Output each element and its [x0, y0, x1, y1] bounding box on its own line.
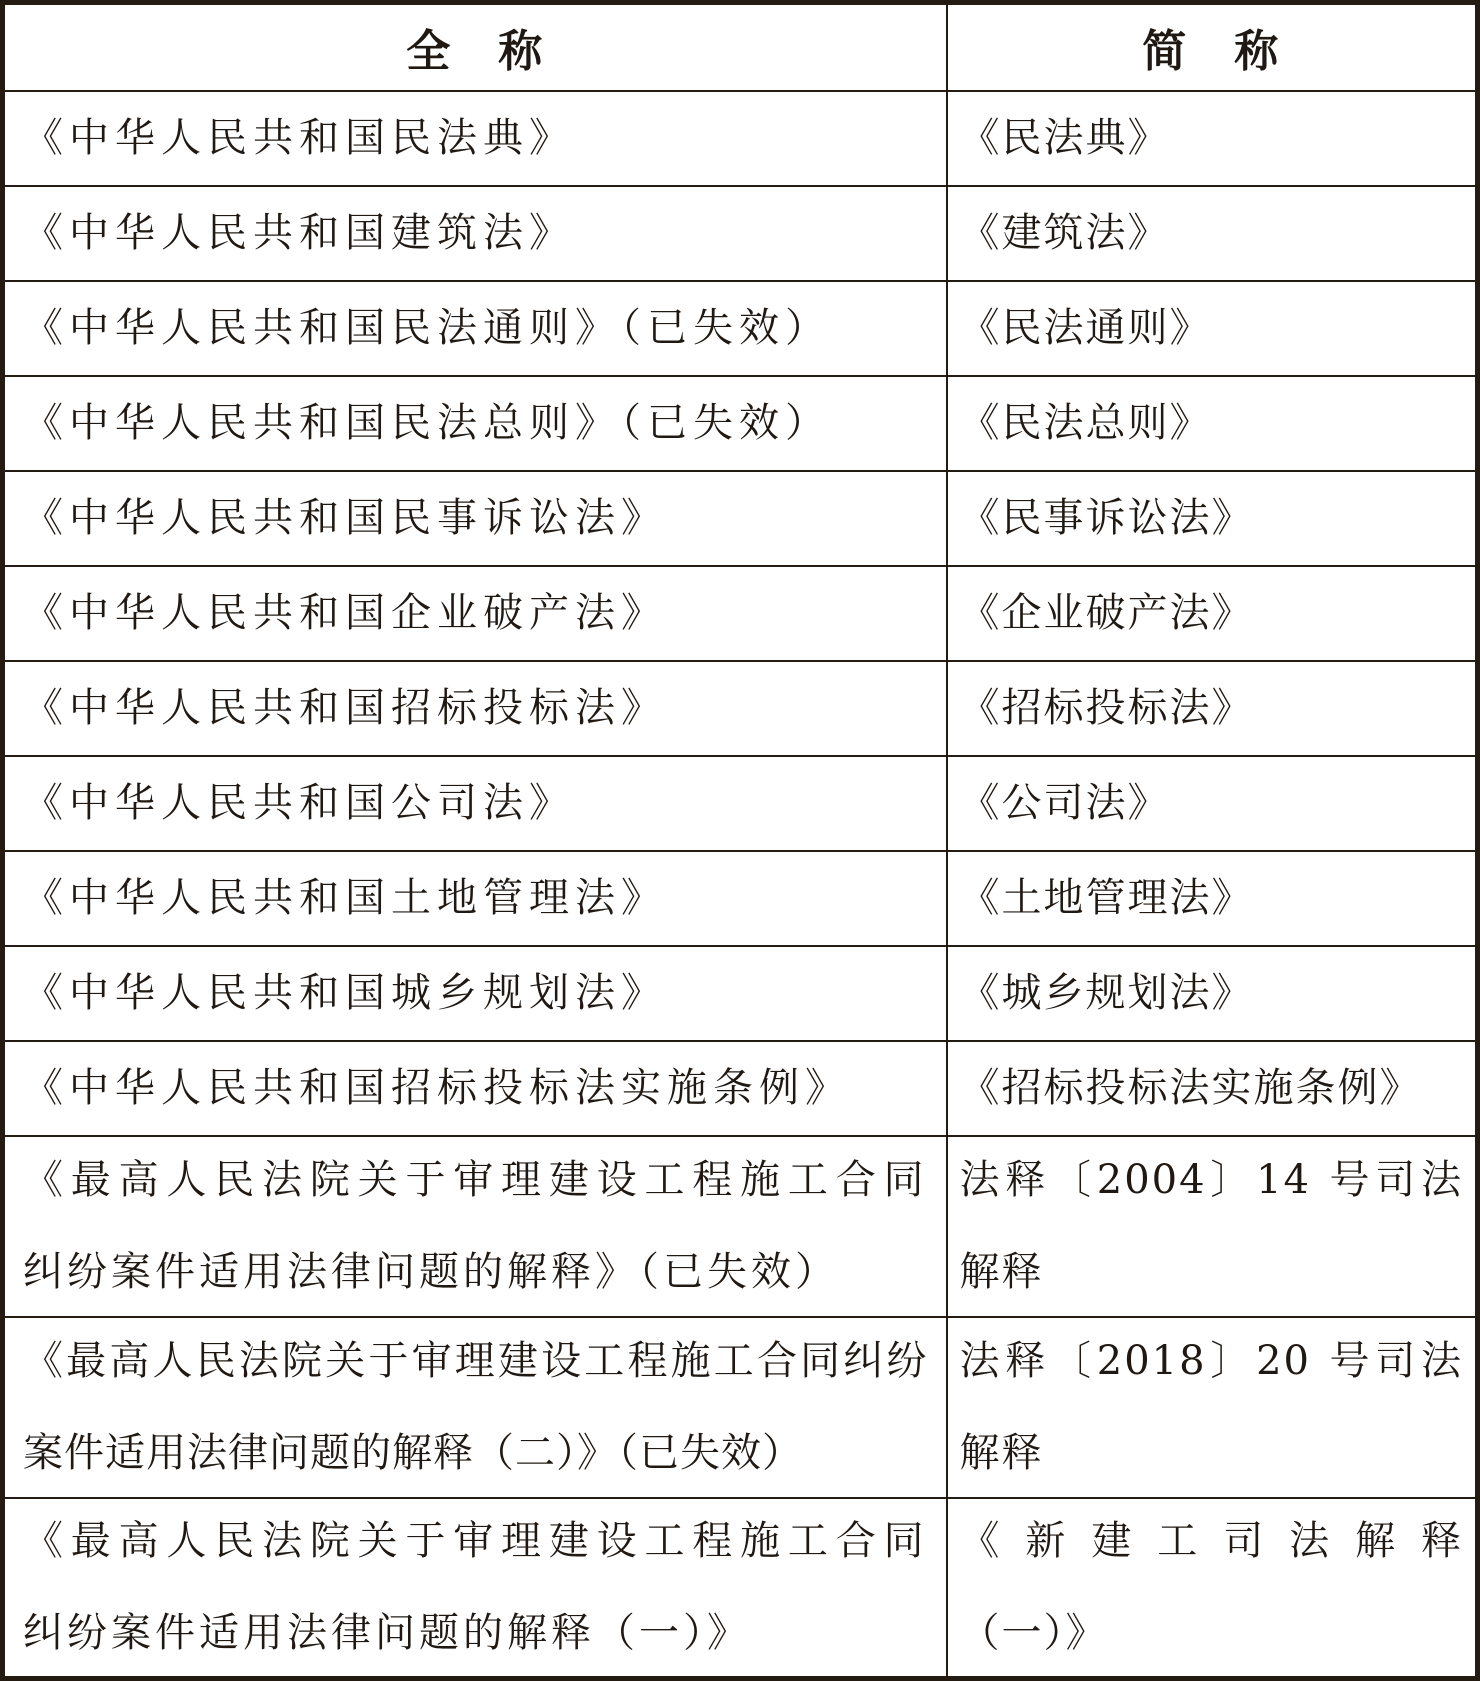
short-name-cell — [947, 566, 1478, 661]
cell-line: 《建筑法》 — [959, 210, 1170, 256]
short-name-cell — [947, 1498, 1478, 1679]
cell-line: 法释〔2004〕14 号司法 — [959, 1157, 1463, 1203]
short-name-cell — [947, 851, 1478, 946]
table-row — [3, 91, 1478, 186]
cell-line: 《中华人民共和国民法典》 — [23, 115, 575, 161]
full-name-cell — [3, 376, 947, 471]
cell-line: 《中华人民共和国城乡规划法》 — [23, 970, 667, 1016]
table-row — [3, 376, 1478, 471]
cell-line: 《中华人民共和国民法总则》（已失效） — [23, 400, 831, 446]
short-name-cell — [947, 661, 1478, 756]
cell-line: 《民法通则》 — [959, 305, 1212, 351]
cell-line: 解释 — [959, 1430, 1044, 1476]
full-name-cell — [3, 1041, 947, 1136]
cell-line: 法释〔2018〕20 号司法 — [959, 1338, 1463, 1384]
cell-line: 《最高人民法院关于审理建设工程施工合同 — [23, 1157, 928, 1203]
short-name-cell — [947, 376, 1478, 471]
table-row — [3, 1041, 1478, 1136]
header-full-name: 全 称 — [3, 3, 947, 91]
cell-line: 《民法典》 — [959, 115, 1170, 161]
cell-line: 《招标投标法》 — [959, 685, 1254, 731]
table-row — [3, 186, 1478, 281]
full-name-cell — [3, 186, 947, 281]
table-row — [3, 1498, 1478, 1679]
full-name-cell — [3, 566, 947, 661]
short-name-cell — [947, 1136, 1478, 1317]
cell-line: 案件适用法律问题的解释（二）》（已失效） — [23, 1430, 803, 1476]
header-short-name: 简 称 — [947, 3, 1478, 91]
cell-line: 《公司法》 — [959, 780, 1170, 826]
table-row — [3, 471, 1478, 566]
cell-line: 解释 — [959, 1249, 1044, 1295]
cell-line: 《城乡规划法》 — [959, 970, 1254, 1016]
full-name-cell — [3, 946, 947, 1041]
cell-line: 《中华人民共和国招标投标法》 — [23, 685, 667, 731]
table-row — [3, 281, 1478, 376]
table-row — [3, 566, 1478, 661]
short-name-cell — [947, 756, 1478, 851]
cell-line: 《最高人民法院关于审理建设工程施工合同纠纷 — [23, 1338, 928, 1384]
cell-line: 纠纷案件适用法律问题的解释（一）》 — [23, 1610, 751, 1657]
table-row — [3, 851, 1478, 946]
cell-line: 《土地管理法》 — [959, 875, 1254, 921]
table-row — [3, 1136, 1478, 1317]
full-name-cell — [3, 851, 947, 946]
table-row — [3, 1317, 1478, 1498]
table-row — [3, 661, 1478, 756]
table-row — [3, 756, 1478, 851]
cell-line: 《中华人民共和国土地管理法》 — [23, 875, 667, 921]
cell-line: 《中华人民共和国公司法》 — [23, 780, 575, 826]
cell-line: 《最高人民法院关于审理建设工程施工合同 — [23, 1518, 928, 1565]
cell-line: 《民法总则》 — [959, 400, 1212, 446]
table-row — [3, 946, 1478, 1041]
short-name-cell — [947, 946, 1478, 1041]
full-name-cell — [3, 1317, 947, 1498]
cell-line: 《新建工司法解释 — [959, 1518, 1463, 1565]
cell-line: 《中华人民共和国建筑法》 — [23, 210, 575, 256]
short-name-cell — [947, 471, 1478, 566]
full-name-cell — [3, 661, 947, 756]
full-name-cell — [3, 471, 947, 566]
short-name-cell — [947, 1041, 1478, 1136]
short-name-cell — [947, 186, 1478, 281]
header-row — [3, 3, 1478, 91]
full-name-cell — [3, 281, 947, 376]
cell-line: 《中华人民共和国民法通则》（已失效） — [23, 305, 831, 351]
full-name-cell — [3, 1136, 947, 1317]
full-name-cell — [3, 1498, 947, 1679]
cell-line: 《中华人民共和国招标投标法实施条例》 — [23, 1065, 851, 1111]
cell-line: （一）》 — [959, 1610, 1108, 1657]
cell-line: 《企业破产法》 — [959, 590, 1254, 636]
cell-line: 《民事诉讼法》 — [959, 495, 1254, 541]
cell-line: 《中华人民共和国企业破产法》 — [23, 590, 667, 636]
short-name-cell — [947, 1317, 1478, 1498]
cell-line: 《招标投标法实施条例》 — [959, 1065, 1422, 1111]
cell-line: 《中华人民共和国民事诉讼法》 — [23, 495, 667, 541]
full-name-cell — [3, 756, 947, 851]
short-name-cell — [947, 281, 1478, 376]
cell-line: 纠纷案件适用法律问题的解释》（已失效） — [23, 1249, 839, 1295]
short-name-cell — [947, 91, 1478, 186]
full-name-cell — [3, 91, 947, 186]
